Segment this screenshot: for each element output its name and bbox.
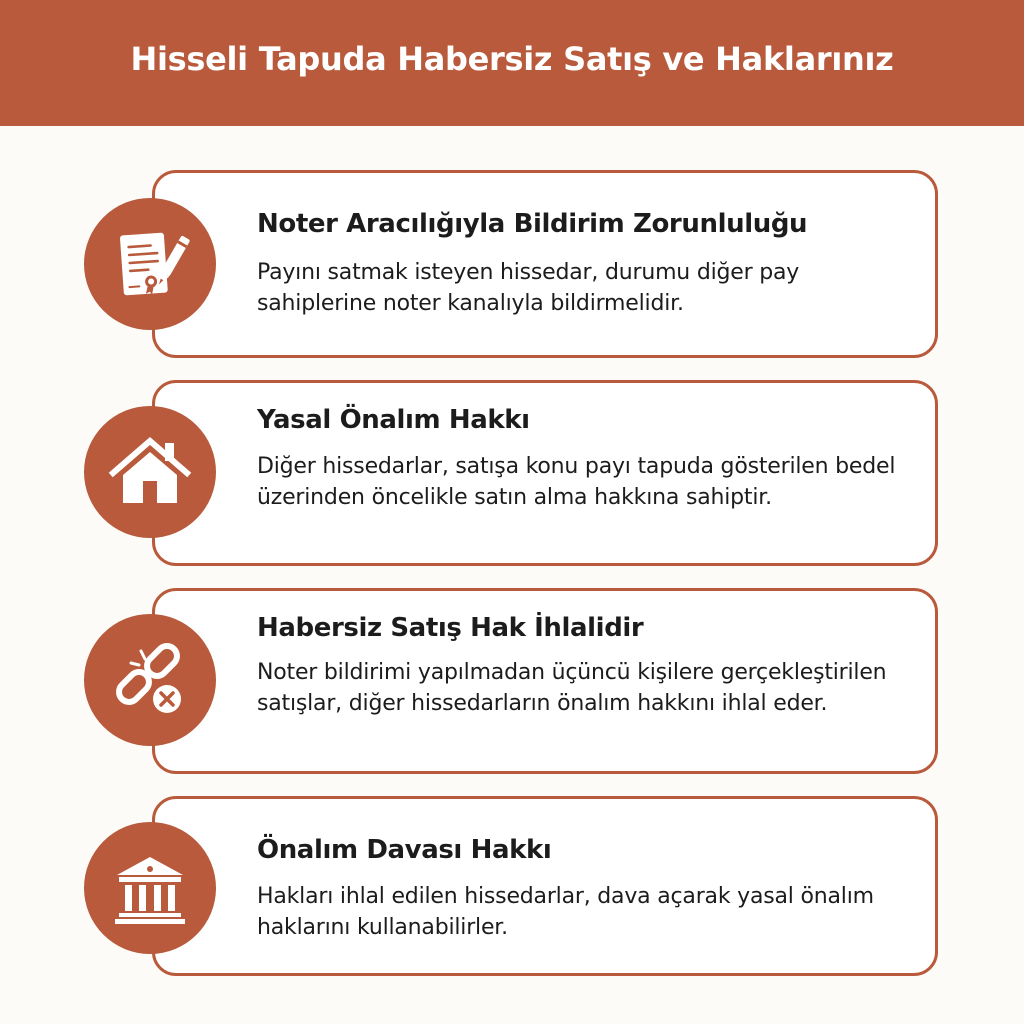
card-title: Habersiz Satış Hak İhlalidir xyxy=(257,613,644,643)
page-title: Hisseli Tapuda Habersiz Satış ve Haklarınız xyxy=(130,40,894,78)
info-card-rights-violation xyxy=(152,588,938,774)
icon-badge xyxy=(84,406,216,538)
courthouse-icon xyxy=(107,845,193,931)
card-description: Payını satmak isteyen hissedar, durumu diğer pay sahiplerine noter kanalıyla bildirmelidir. xyxy=(257,260,800,316)
notarized-document-icon xyxy=(108,222,192,306)
card-description: Hakları ihlal edilen hissedarlar, dava açarak yasal önalım haklarını kullanabilirler. xyxy=(257,884,874,940)
icon-badge xyxy=(84,614,216,746)
card-title: Yasal Önalım Hakkı xyxy=(257,405,530,435)
page-header xyxy=(0,0,1024,126)
card-title: Noter Aracılığıyla Bildirim Zorunluluğu xyxy=(257,209,808,239)
info-card-preemption-right xyxy=(152,380,938,566)
card-title: Önalım Davası Hakkı xyxy=(257,835,552,865)
card-description: Diğer hissedarlar, satışa konu payı tapuda gösterilen bedel üzerinden öncelikle satın alma hakkına sahiptir. xyxy=(257,454,896,510)
info-card-preemption-lawsuit xyxy=(152,796,938,976)
icon-badge xyxy=(84,198,216,330)
info-card-notary-notice xyxy=(152,170,938,358)
icon-badge xyxy=(84,822,216,954)
broken-link-icon xyxy=(107,637,193,723)
card-description: Noter bildirimi yapılmadan üçüncü kişilere gerçekleştirilen satışlar, diğer hissedarların önalım hakkını ihlal eder. xyxy=(257,660,887,716)
house-icon xyxy=(107,429,193,515)
